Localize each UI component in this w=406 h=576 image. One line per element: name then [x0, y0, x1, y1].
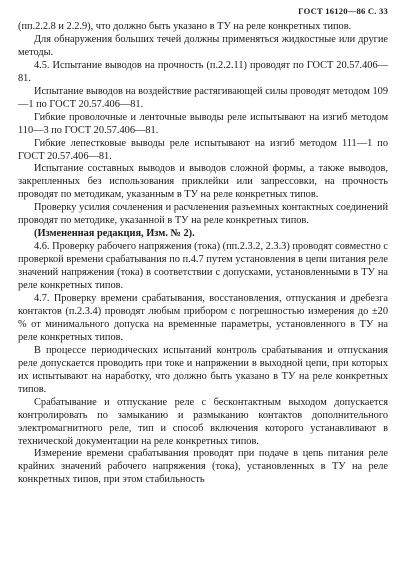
paragraph: Гибкие лепестковые выводы реле испытывают на изгиб методом 111—1 по ГОСТ 20.57.406—81. [18, 137, 388, 162]
paragraph: 4.6. Проверку рабочего напряжения (тока) (пп.2.3.2, 2.3.3) проводят совместно с проверкой времени срабатывания по п.4.7 путем установления в цепи питания реле значений напряжения (тока) в соответствии с допусками, установленными в ТУ на реле конкретных типов. [18, 241, 388, 292]
paragraph: Испытание выводов на воздействие растягивающей силы проводят методом 109—1 по ГОСТ 20.57.406—81. [18, 85, 388, 110]
paragraph: Для обнаружения больших течей должны применяться жидкостные или другие методы. [18, 33, 388, 58]
page-header: ГОСТ 16120—86 С. 33 [298, 6, 388, 16]
paragraph: Измерение времени срабатывания проводят при подаче в цепь питания реле крайних значений рабочего напряжения (тока), установленных в ТУ на реле конкретных типов, при этом стабильность [18, 448, 388, 486]
paragraph: 4.5. Испытание выводов на прочность (п.2.2.11) проводят по ГОСТ 20.57.406—81. [18, 59, 388, 84]
paragraph: Испытание составных выводов и выводов сложной формы, а также выводов, закрепленных без использования приклейки или запрессовки, на прочность проводят по методикам, указанным в ТУ на реле конкретных типов. [18, 163, 388, 201]
amendment-note: (Измененная редакция, Изм. № 2). [34, 228, 195, 240]
paragraph: Гибкие проволочные и ленточные выводы реле испытывают на изгиб методом 110—3 по ГОСТ 20.57.406—81. [18, 111, 388, 136]
paragraph: 4.7. Проверку времени срабатывания, восстановления, отпускания и дребезга контактов (п.2.3.4) проводят любым прибором с погрешностью измерения до ±20 % от минимального допуска на временные параметры, установленного в ТУ на реле конкретных типов. [18, 293, 388, 343]
paragraph: Срабатывание и отпускание реле с бесконтактным выходом допускается контролировать по замыканию и размыканию контактов дополнительного электромагнитного реле, тип и способ включения которого устанавливают в технической документации на реле конкретных типов. [18, 396, 388, 447]
document-body [18, 21, 388, 487]
paragraph: (пп.2.2.8 и 2.2.9), что должно быть указано в ТУ на реле конкретных типов. [18, 21, 352, 32]
paragraph: В процессе периодических испытаний контроль срабатывания и отпускания реле допускается проводить при токе и напряжении в выходной цепи, при которых их испытывают на наработку, что должно быть указано в ТУ на реле конкретных типов. [18, 344, 388, 395]
paragraph: Проверку усилия сочленения и расчленения разъемных контактных соединений проводят по методике, указанной в ТУ на реле конкретных типов. [18, 202, 388, 227]
